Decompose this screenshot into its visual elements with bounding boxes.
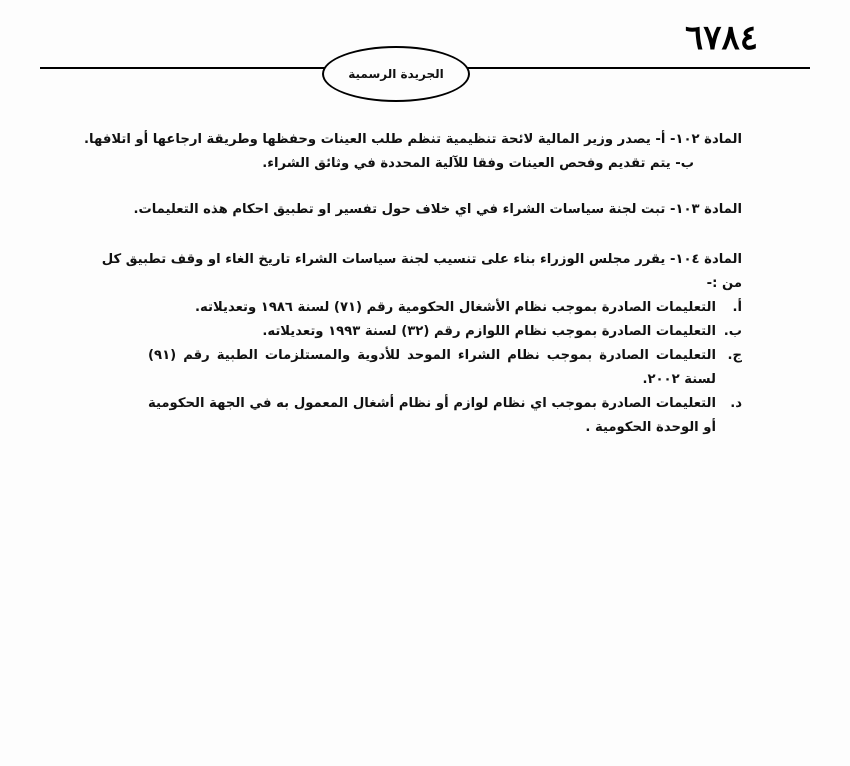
list-item xyxy=(80,320,742,344)
spacer xyxy=(80,222,742,248)
list-item xyxy=(80,296,742,320)
list-item xyxy=(80,392,742,440)
article-103-text: المادة ١٠٣- تبت لجنة سياسات الشراء في اي خلاف حول تفسير او تطبيق احكام هذه التعليمات. xyxy=(133,202,742,217)
document-body xyxy=(80,128,742,440)
article-102-clause-a: المادة ١٠٢- أ- يصدر وزير المالية لائحة تنظيمية تنظم طلب العينات وحفظها وطريقة ارجاعها أو اتلافها. xyxy=(84,132,742,147)
article-103 xyxy=(80,198,742,222)
article-104 xyxy=(80,248,742,440)
publication-title: الجريدة الرسمية xyxy=(348,67,444,81)
list-item-marker: ج. xyxy=(727,348,742,363)
article-104-intro: المادة ١٠٤- يقرر مجلس الوزراء بناء على تنسيب لجنة سياسات الشراء تاريخ الغاء او وقف تطبيق كل من :- xyxy=(101,252,742,291)
article-104-list xyxy=(80,296,742,440)
list-item-text: التعليمات الصادرة بموجب اي نظام لوازم أو نظام أشغال المعمول به في الجهة الحكومية أو الوحدة الحكومية . xyxy=(148,396,716,435)
list-item xyxy=(80,344,742,392)
spacer xyxy=(80,176,742,198)
list-item-text: التعليمات الصادرة بموجب نظام الشراء الموحد للأدوية والمستلزمات الطبية رقم (٩١) لسنة ٢٠٠٢. xyxy=(148,348,716,387)
list-item-marker: ب. xyxy=(723,324,742,339)
list-item-text: التعليمات الصادرة بموجب نظام اللوازم رقم (٣٢) لسنة ١٩٩٣ وتعديلاته. xyxy=(262,324,716,339)
article-102-clause-b: ب- يتم تقديم وفحص العينات وفقا للآلية المحددة في وثائق الشراء. xyxy=(262,156,694,171)
article-102 xyxy=(80,128,742,176)
list-item-marker: أ. xyxy=(732,300,742,315)
list-item-marker: د. xyxy=(730,396,742,411)
publication-oval xyxy=(322,46,470,102)
page-number: ٦٧٨٤ xyxy=(684,18,758,58)
list-item-text: التعليمات الصادرة بموجب نظام الأشغال الحكومية رقم (٧١) لسنة ١٩٨٦ وتعديلاته. xyxy=(195,300,716,315)
